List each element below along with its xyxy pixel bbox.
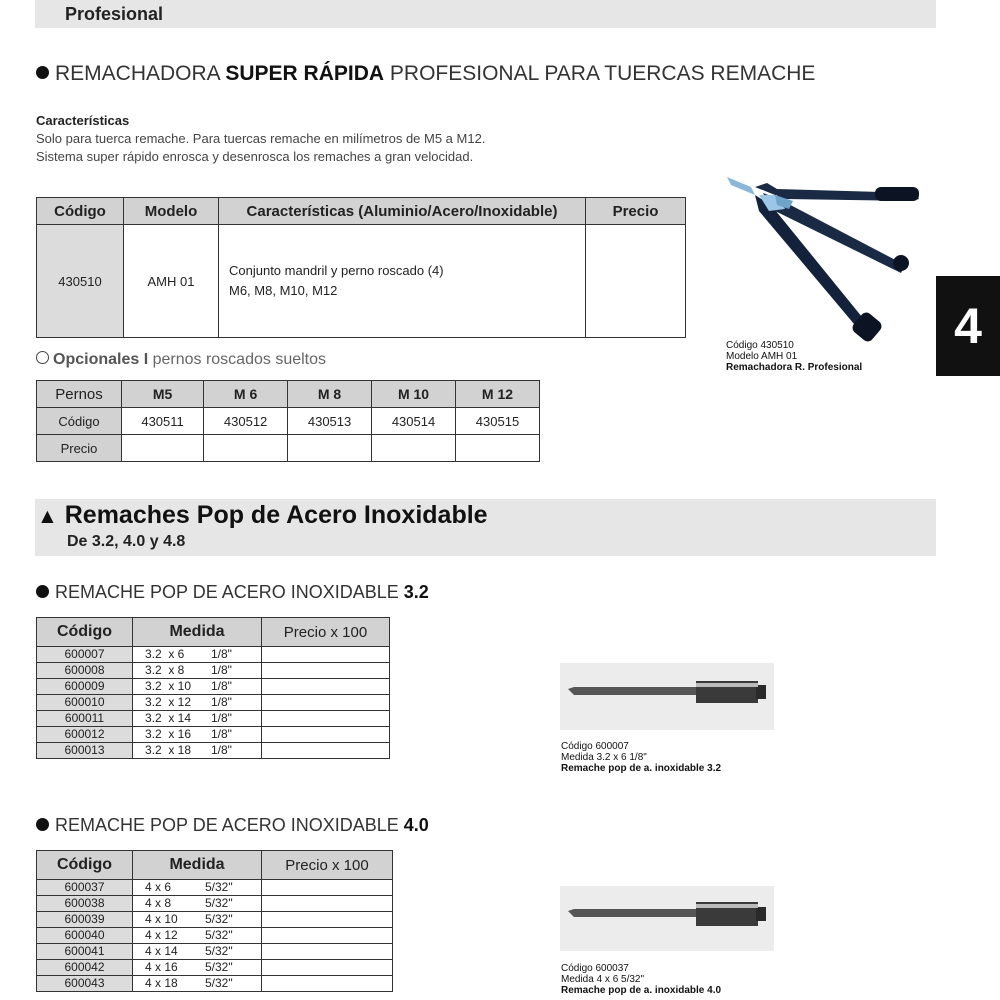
- table-row: [37, 225, 686, 338]
- table-row: [37, 711, 390, 727]
- table-row: [37, 743, 390, 759]
- col-precio: Precio x 100: [262, 851, 393, 880]
- sub32-title: REMACHE POP DE ACERO INOXIDABLE 3.2: [36, 582, 429, 603]
- triangle-icon: ▲: [37, 505, 58, 528]
- section2-subtitle: De 3.2, 4.0 y 4.8: [67, 533, 186, 550]
- cell-precio: [262, 976, 393, 992]
- cell-precio: [262, 711, 390, 727]
- features-line1: Solo para tuerca remache. Para tuercas remache en milímetros de M5 a M12.: [36, 131, 486, 146]
- table-row: [37, 727, 390, 743]
- rivet40-caption: Código 600037 Medida 4 x 6 5/32" Remache pop de a. inoxidable 4.0: [561, 963, 722, 996]
- table-row: [37, 647, 390, 663]
- cell-precio: [262, 896, 393, 912]
- cell-medida: 4 x 12 5/32": [133, 928, 262, 944]
- rivet-image: [560, 886, 774, 951]
- rivet40-photo: [560, 886, 774, 951]
- col-m8: M 8: [288, 381, 372, 408]
- table-row: [37, 880, 393, 896]
- col-m6: M 6: [204, 381, 288, 408]
- cell-codigo: 430510: [37, 225, 124, 338]
- cell-precio: [262, 944, 393, 960]
- cell-medida: 3.2 x 6 1/8": [133, 647, 262, 663]
- col-modelo: Modelo: [124, 198, 219, 225]
- codigo-m10: 430514: [372, 408, 456, 435]
- cell-medida: 4 x 14 5/32": [133, 944, 262, 960]
- bullet-icon: [36, 818, 49, 831]
- riveter-image: [715, 165, 925, 345]
- table-row: [37, 408, 540, 435]
- table-40: [36, 850, 393, 992]
- cell-medida: 4 x 8 5/32": [133, 896, 262, 912]
- cell-precio: [262, 960, 393, 976]
- cell-codigo: 600037: [37, 880, 133, 896]
- header-band-title: Profesional: [65, 4, 164, 24]
- cell-codigo: 600043: [37, 976, 133, 992]
- cell-codigo: 600039: [37, 912, 133, 928]
- cell-codigo: 600013: [37, 743, 133, 759]
- cell-codigo: 600009: [37, 679, 133, 695]
- table-row: [37, 944, 393, 960]
- cell-codigo: 600008: [37, 663, 133, 679]
- col-codigo: Código: [37, 618, 133, 647]
- rivet32-caption: Código 600007 Medida 3.2 x 6 1/8" Remache pop de a. inoxidable 3.2: [561, 741, 722, 774]
- bullet-icon: [36, 66, 49, 79]
- cell-precio: [262, 727, 390, 743]
- rivet-image: [560, 663, 774, 730]
- codigo-label: Código: [37, 408, 122, 435]
- cell-codigo: 600042: [37, 960, 133, 976]
- chapter-tab: 4: [936, 276, 1000, 376]
- table-32: [36, 617, 390, 759]
- cell-medida: 4 x 6 5/32": [133, 880, 262, 896]
- cell-medida: 3.2 x 18 1/8": [133, 743, 262, 759]
- circle-icon: [36, 351, 49, 364]
- cell-medida: 4 x 16 5/32": [133, 960, 262, 976]
- cell-medida: 3.2 x 10 1/8": [133, 679, 262, 695]
- col-codigo: Código: [37, 851, 133, 880]
- table-row: [37, 896, 393, 912]
- cell-codigo: 600041: [37, 944, 133, 960]
- table-row: [37, 663, 390, 679]
- riveter-caption: Código 430510 Modelo AMH 01 Remachadora R. Profesional: [726, 340, 863, 373]
- col-codigo: Código: [37, 198, 124, 225]
- cell-precio: [262, 663, 390, 679]
- col-medida: Medida: [133, 851, 262, 880]
- table-row: [37, 960, 393, 976]
- codigo-m12: 430515: [455, 408, 539, 435]
- cell-precio: [262, 695, 390, 711]
- col-m5: M5: [122, 381, 204, 408]
- table-row: [37, 435, 540, 462]
- precio-label: Precio: [37, 435, 122, 462]
- table-row: [37, 679, 390, 695]
- table-row: [37, 695, 390, 711]
- col-precio: Precio: [586, 198, 686, 225]
- cell-medida: 3.2 x 12 1/8": [133, 695, 262, 711]
- optional-label: Opcionales I pernos roscados sueltos: [36, 351, 326, 369]
- table-row: [37, 976, 393, 992]
- cell-medida: 4 x 10 5/32": [133, 912, 262, 928]
- pernos-label: Pernos: [37, 381, 122, 408]
- cell-modelo: AMH 01: [124, 225, 219, 338]
- section1-title: REMACHADORA SUPER RÁPIDA PROFESIONAL PARA TUERCAS REMACHE: [36, 62, 815, 86]
- col-caracteristicas: Características (Aluminio/Acero/Inoxidable): [219, 198, 586, 225]
- col-precio: Precio x 100: [262, 618, 390, 647]
- cell-codigo: 600011: [37, 711, 133, 727]
- section2-title: ▲ Remaches Pop de Acero Inoxidable: [37, 501, 488, 529]
- cell-codigo: 600010: [37, 695, 133, 711]
- table-row: [37, 912, 393, 928]
- header-band: [35, 0, 936, 28]
- sub40-title: REMACHE POP DE ACERO INOXIDABLE 4.0: [36, 815, 429, 836]
- cell-precio: [262, 679, 390, 695]
- product-table: [36, 197, 686, 338]
- bullet-icon: [36, 585, 49, 598]
- cell-codigo: 600038: [37, 896, 133, 912]
- table-row: [37, 928, 393, 944]
- cell-medida: 3.2 x 8 1/8": [133, 663, 262, 679]
- section2-band: [35, 499, 936, 556]
- cell-medida: 3.2 x 16 1/8": [133, 727, 262, 743]
- cell-codigo: 600040: [37, 928, 133, 944]
- cell-codigo: 600012: [37, 727, 133, 743]
- col-m12: M 12: [455, 381, 539, 408]
- cell-precio: [262, 928, 393, 944]
- cell-precio: [262, 647, 390, 663]
- cell-precio: [586, 225, 686, 338]
- cell-caracteristicas: Conjunto mandril y perno roscado (4) M6, M8, M10, M12: [219, 225, 586, 338]
- col-m10: M 10: [372, 381, 456, 408]
- features-label: Características: [36, 113, 130, 128]
- codigo-m8: 430513: [288, 408, 372, 435]
- cell-medida: 3.2 x 14 1/8": [133, 711, 262, 727]
- codigo-m6: 430512: [204, 408, 288, 435]
- features-line2: Sistema super rápido enrosca y desenrosca los remaches a gran velocidad.: [36, 149, 474, 164]
- pernos-table: [36, 380, 540, 462]
- cell-precio: [262, 743, 390, 759]
- cell-medida: 4 x 18 5/32": [133, 976, 262, 992]
- col-medida: Medida: [133, 618, 262, 647]
- cell-precio: [262, 912, 393, 928]
- codigo-m5: 430511: [122, 408, 204, 435]
- rivet32-photo: [560, 663, 774, 730]
- cell-codigo: 600007: [37, 647, 133, 663]
- cell-precio: [262, 880, 393, 896]
